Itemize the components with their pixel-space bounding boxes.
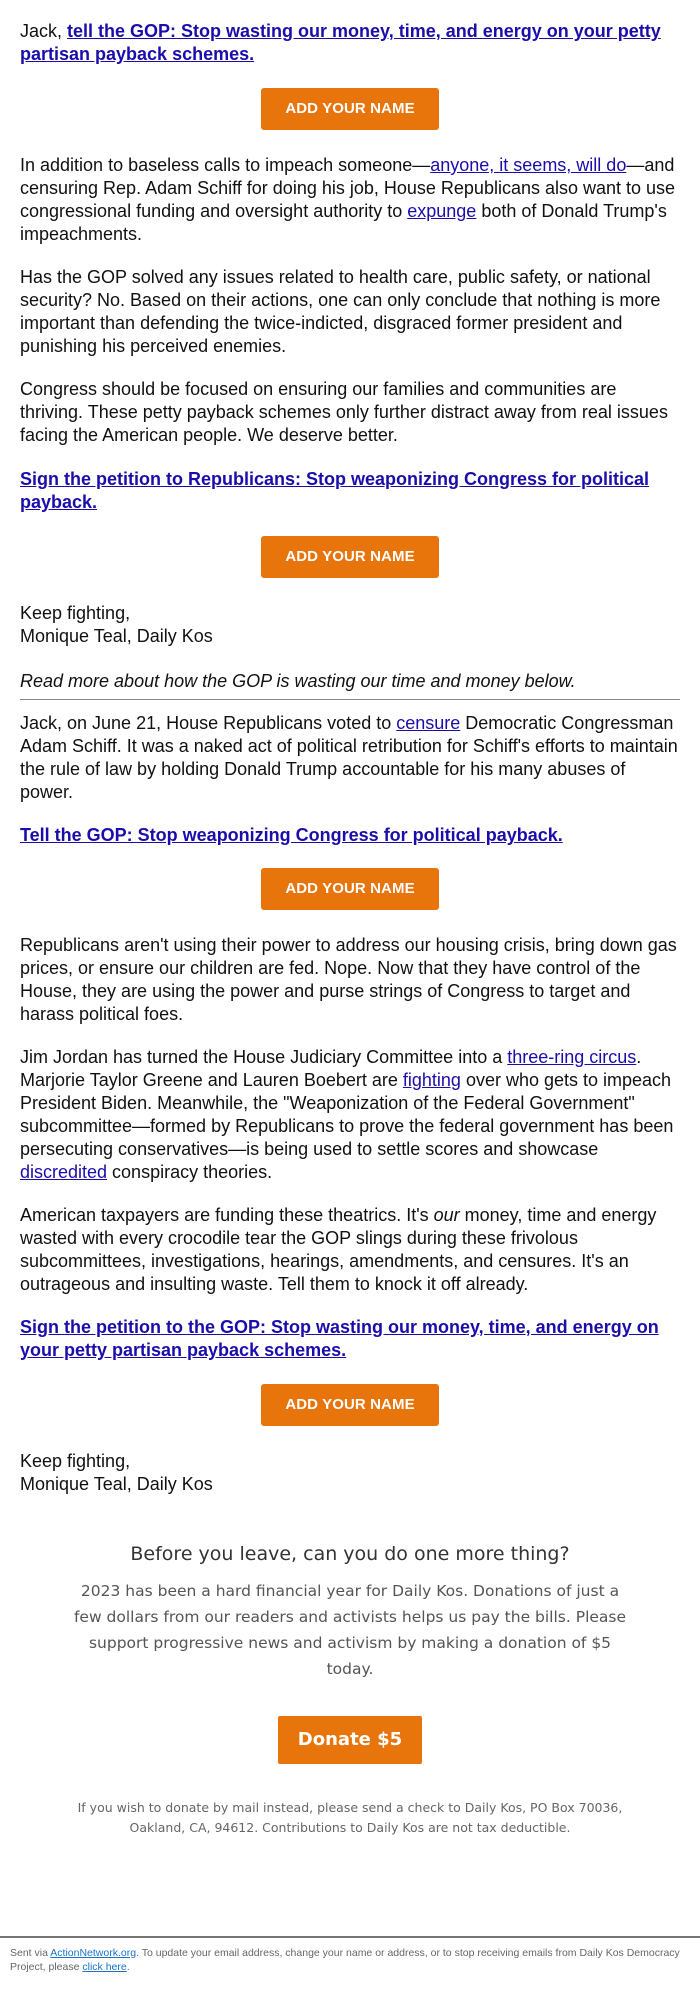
- footer-text: .: [126, 1961, 130, 1973]
- paragraph-congress: Congress should be focused on ensuring our families and communities are thriving. These petty payback schemes only further distract away from real issues facing the American people. We deserve better.: [20, 379, 668, 445]
- text: Jack, on June 21, House Republicans voted to: [20, 713, 397, 733]
- signoff-2: [20, 1450, 680, 1496]
- footer-text: . To update your email address, change your name or address, or to stop receiving emails from Daily Kos Democracy Project, please: [10, 1947, 680, 1973]
- text: . Marjorie Taylor Greene and Lauren Boebert are: [20, 1047, 642, 1090]
- text: both of Donald Trump's impeachments.: [20, 201, 667, 244]
- text: conspiracy theories.: [107, 1162, 273, 1182]
- signoff-line: Keep fighting,: [20, 1451, 131, 1471]
- petition-link-2[interactable]: Tell the GOP: Stop weaponizing Congress for political payback.: [20, 825, 563, 845]
- paragraph-taxpayers: [20, 1204, 680, 1296]
- text: In addition to baseless calls to impeach someone—: [20, 155, 431, 175]
- text: money, time and energy wasted with every crocodile tear the GOP slings during these frivolous subcommittees, investigations, hearings, amendments, and censures. It's an outrageous and insulting waste. Tell them to knock it off already.: [20, 1205, 657, 1294]
- add-your-name-button-4[interactable]: ADD YOUR NAME: [261, 1384, 439, 1426]
- petition-paragraph-3: [20, 1316, 680, 1362]
- ask-body: 2023 has been a hard financial year for Daily Kos. Donations of just a few dollars from our readers and activists helps us pay the bills. Please support progressive news and activism by making a donation of $5 today.: [73, 1582, 627, 1678]
- donation-ask: [0, 1543, 700, 1838]
- intro-petition-link[interactable]: tell the GOP: Stop wasting our money, time, and energy on your petty partisan payback schemes.: [20, 21, 661, 64]
- text: Jim Jordan has turned the House Judiciary Committee into a: [20, 1047, 508, 1067]
- expunge-link[interactable]: expunge: [407, 201, 477, 221]
- actionnetwork-link[interactable]: ActionNetwork.org: [50, 1947, 137, 1959]
- signoff-author: Monique Teal, Daily Kos: [20, 626, 213, 646]
- footer-text: Sent via: [10, 1947, 51, 1959]
- unsubscribe-link[interactable]: click here: [82, 1961, 127, 1973]
- three-ring-circus-link[interactable]: three-ring circus: [507, 1047, 637, 1067]
- footer: [0, 1936, 700, 1974]
- text: Democratic Congressman Adam Schiff. It was a naked act of political retribution for Schiff's efforts to maintain the rule of law by holding Donald Trump accountable for his many abuses of power.: [20, 713, 678, 802]
- ask-title: Before you leave, can you do one more thing?: [130, 1543, 570, 1565]
- fighting-link[interactable]: fighting: [402, 1070, 461, 1090]
- add-your-name-button-2[interactable]: ADD YOUR NAME: [261, 536, 439, 578]
- petition-paragraph-1: [20, 468, 680, 514]
- text: American taxpayers are funding these theatrics. It's: [20, 1205, 434, 1225]
- anyone-will-do-link[interactable]: anyone, it seems, will do: [430, 155, 627, 175]
- button-row-2: [20, 536, 680, 578]
- signoff-1: [20, 602, 680, 648]
- add-your-name-button-1[interactable]: ADD YOUR NAME: [261, 88, 439, 130]
- emphasis: our: [433, 1205, 460, 1225]
- read-more-note: Read more about how the GOP is wasting our time and money below.: [20, 671, 576, 691]
- button-row-3: [20, 868, 680, 910]
- donate-button[interactable]: Donate $5: [278, 1716, 422, 1764]
- intro-greeting: Jack,: [20, 21, 68, 41]
- signoff-line: Keep fighting,: [20, 603, 131, 623]
- text: over who gets to impeach President Biden. Meanwhile, the "Weaponization of the Federal Government" subcommittee—formed by Republicans to prove the federal government has been persecuting conservatives—is being used to settle scores and showcase: [20, 1070, 674, 1159]
- button-row-1: [20, 88, 680, 130]
- signoff-author: Monique Teal, Daily Kos: [20, 1474, 213, 1494]
- donate-row: [0, 1716, 700, 1764]
- censure-link[interactable]: censure: [396, 713, 461, 733]
- mail-donation-note: If you wish to donate by mail instead, please send a check to Daily Kos, PO Box 70036, Oakland, CA, 94612. Contributions to Daily Kos are not tax deductible.: [77, 1800, 623, 1835]
- add-your-name-button-3[interactable]: ADD YOUR NAME: [261, 868, 439, 910]
- divider: [20, 699, 680, 700]
- paragraph-issues: Has the GOP solved any issues related to health care, public safety, or national security? No. Based on their actions, one can only conclude that nothing is more important than defending the twice-indicted, disgraced former president and punishing his perceived enemies.: [20, 267, 661, 356]
- paragraph-jordan: [20, 1046, 680, 1184]
- paragraph-impeach: [20, 154, 680, 246]
- button-row-4: [20, 1384, 680, 1426]
- petition-paragraph-2: [20, 824, 680, 847]
- paragraph-censure: [20, 712, 680, 804]
- paragraph-housing: Republicans aren't using their power to address our housing crisis, bring down gas prices, or ensure our children are fed. Nope. Now that they have control of the House, they are using the power and purse strings of Congress to target and harass political foes.: [20, 935, 677, 1024]
- intro-paragraph: [20, 20, 680, 66]
- petition-link-1[interactable]: Sign the petition to Republicans: Stop weaponizing Congress for political payback.: [20, 469, 650, 512]
- petition-link-3[interactable]: Sign the petition to the GOP: Stop wasting our money, time, and energy on your petty partisan payback schemes.: [20, 1317, 659, 1360]
- discredited-link[interactable]: discredited: [20, 1162, 108, 1182]
- text: —and censuring Rep. Adam Schiff for doing his job, House Republicans also want to use congressional funding and oversight authority to: [20, 155, 676, 221]
